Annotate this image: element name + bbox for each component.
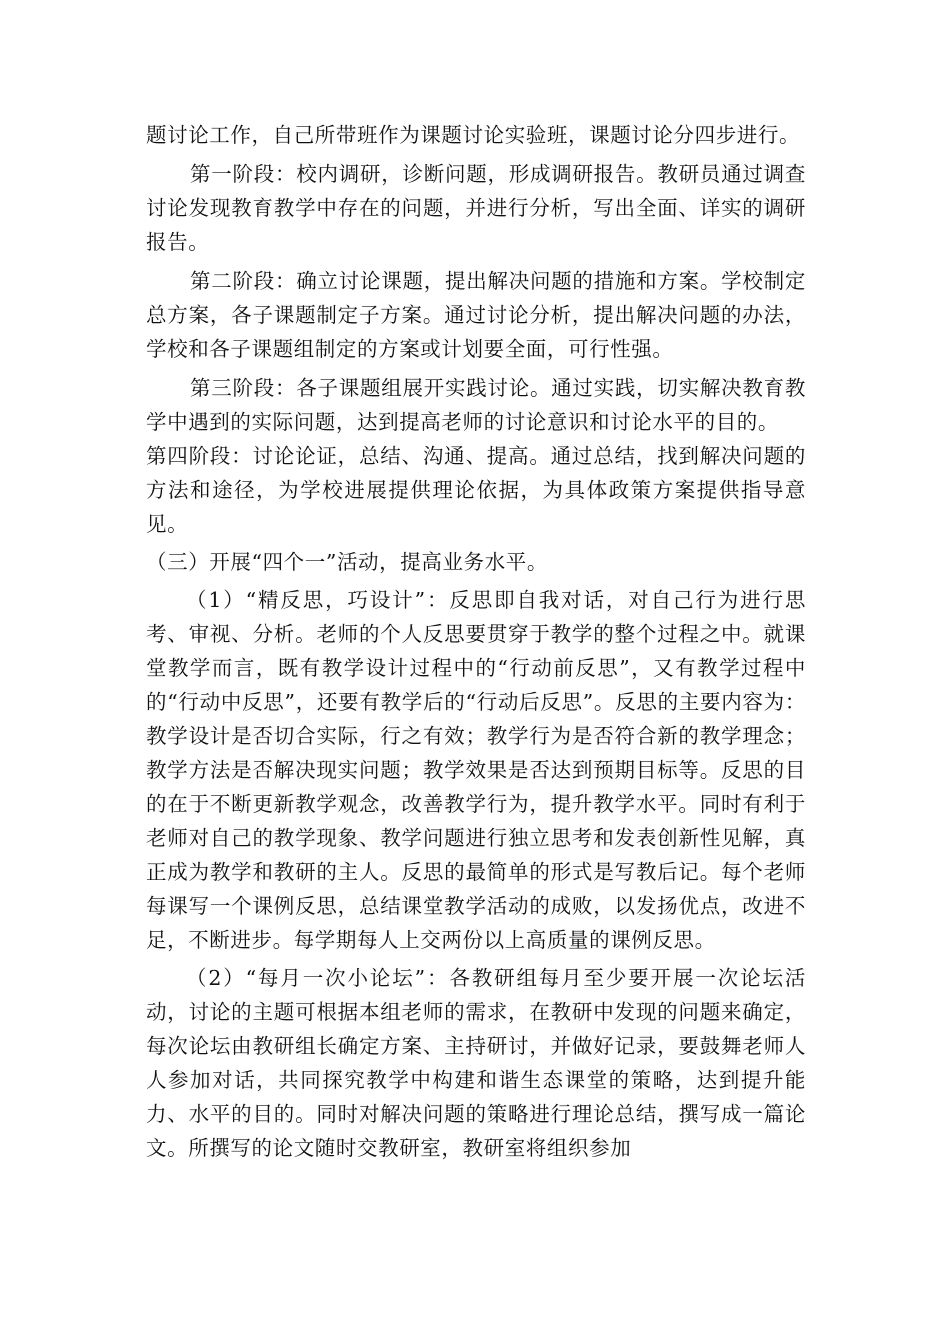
section-heading-three: （三）开展“四个一”活动，提高业务水平。 xyxy=(146,550,548,574)
paragraph-continuation: 题讨论工作，自己所带班作为课题讨论实验班，课题讨论分四步进行。 xyxy=(146,123,801,147)
paragraph-stage-two: 第二阶段：确立讨论课题，提出解决问题的措施和方案。学校制定总方案，各子课题制定子方案。通过讨论分析，提出解决问题的办法，学校和各子课题组制定的方案或计划要全面，可行性强。 xyxy=(146,269,806,361)
paragraph-item-two: （2）“每月一次小论坛”：各教研组每月至少要开展一次论坛活动，讨论的主题可根据本组老师的需求，在教研中发现的问题来确定，每次论坛由教研组长确定方案、主持研讨，并做好记录，要鼓舞老师人人参加对话，共同探究教学中构建和谐生态课堂的策略，达到提升能力、水平的目的。同时对解决问题的策略进行理论总结，撰写成一篇论文。所撰写的论文随时交教研室，教研室将组织参加 xyxy=(146,966,806,1160)
paragraph-stage-one: 第一阶段：校内调研，诊断问题，形成调研报告。教研员通过调查讨论发现教育教学中存在的问题，并进行分析，写出全面、详实的调研报告。 xyxy=(146,162,806,254)
paragraph-item-one: （1）“精反思，巧设计”：反思即自我对话，对自己行为进行思考、审视、分析。老师的个人反思要贯穿于教学的整个过程之中。就课堂教学而言，既有教学设计过程中的“行动前反思”，又有教学过程中的“行动中反思”，还要有教学后的“行动后反思”。反思的主要内容为：教学设计是否切合实际，行之有效；教学行为是否符合新的教学理念；教学方法是否解决现实问题；教学效果是否达到预期目标等。反思的目的在于不断更新教学观念，改善教学行为，提升教学水平。同时有利于老师对自己的教学现象、教学问题进行独立思考和发表创新性见解，真正成为教学和教研的主人。反思的最简单的形式是写教后记。每个老师每课写一个课例反思，总结课堂教学活动的成败，以发扬优点，改进不足，不断进步。每学期每人上交两份以上高质量的课例反思。 xyxy=(146,588,806,952)
document-body xyxy=(146,118,806,1165)
paragraph-stage-four: 第四阶段：讨论论证，总结、沟通、提高。通过总结，找到解决问题的方法和途径，为学校进展提供理论依据，为具体政策方案提供指导意见。 xyxy=(146,444,806,536)
paragraph-stage-three: 第三阶段：各子课题组展开实践讨论。通过实践，切实解决教育教学中遇到的实际问题，达到提高老师的讨论意识和讨论水平的目的。 xyxy=(146,376,806,434)
